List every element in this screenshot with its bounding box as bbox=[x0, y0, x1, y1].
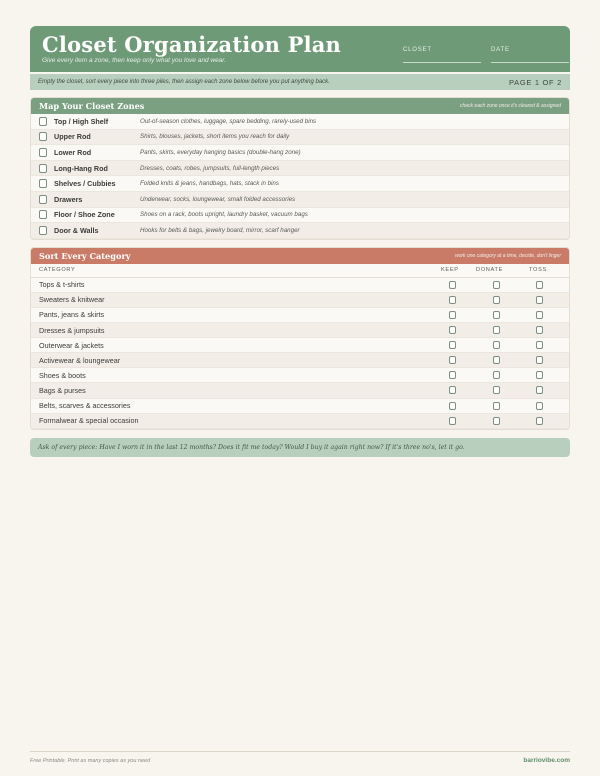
toss-checkbox[interactable] bbox=[536, 326, 543, 334]
sort-row bbox=[31, 308, 569, 323]
zones-header bbox=[31, 98, 569, 114]
closet-field[interactable]: CLOSET bbox=[403, 47, 481, 63]
instructions-bar bbox=[30, 74, 570, 90]
category-label: Shoes & boots bbox=[39, 370, 86, 380]
zone-name: Long-Hang Rod bbox=[54, 163, 108, 173]
zone-row bbox=[31, 208, 569, 224]
zone-name: Floor / Shoe Zone bbox=[54, 210, 115, 220]
keep-checkbox[interactable] bbox=[449, 296, 456, 304]
toss-checkbox[interactable] bbox=[536, 417, 543, 425]
sort-row bbox=[31, 323, 569, 338]
toss-checkbox[interactable] bbox=[536, 296, 543, 304]
date-field[interactable]: DATE bbox=[491, 47, 569, 63]
donate-checkbox[interactable] bbox=[493, 356, 500, 364]
donate-checkbox[interactable] bbox=[493, 281, 500, 289]
sort-section bbox=[30, 247, 570, 430]
toss-checkbox[interactable] bbox=[536, 281, 543, 289]
category-label: Outerwear & jackets bbox=[39, 340, 104, 350]
donate-checkbox[interactable] bbox=[493, 371, 500, 379]
keep-checkbox[interactable] bbox=[449, 417, 456, 425]
sort-row bbox=[31, 399, 569, 414]
zone-row bbox=[31, 223, 569, 239]
zone-checkbox[interactable] bbox=[39, 132, 47, 141]
keep-checkbox[interactable] bbox=[449, 281, 456, 289]
sort-row bbox=[31, 383, 569, 398]
category-label: Activewear & loungewear bbox=[39, 355, 121, 365]
zone-checkbox[interactable] bbox=[39, 148, 47, 157]
footer-website[interactable]: barriovibe.com bbox=[523, 757, 570, 764]
quote-bar bbox=[30, 438, 570, 457]
toss-checkbox[interactable] bbox=[536, 402, 543, 410]
zone-description: Pants, skirts, everyday hanging basics (double-hang zone) bbox=[140, 148, 301, 156]
sort-list bbox=[31, 278, 569, 429]
zone-checkbox[interactable] bbox=[39, 210, 47, 219]
donate-checkbox[interactable] bbox=[493, 402, 500, 410]
zone-description: Underwear, socks, loungewear, small folded accessories bbox=[140, 195, 296, 203]
zone-row bbox=[31, 176, 569, 192]
sort-row bbox=[31, 353, 569, 368]
footer-note: Free Printable. Print as many copies as you need bbox=[30, 758, 151, 764]
sort-row bbox=[31, 338, 569, 353]
header-banner bbox=[30, 26, 570, 72]
sort-row bbox=[31, 278, 569, 293]
donate-checkbox[interactable] bbox=[493, 417, 500, 425]
toss-checkbox[interactable] bbox=[536, 341, 543, 349]
zone-description: Hooks for belts & bags, jewelry board, mirror, scarf hanger bbox=[140, 226, 300, 234]
donate-checkbox[interactable] bbox=[493, 296, 500, 304]
column-toss: TOSS bbox=[529, 267, 547, 274]
quote-text: Ask of every piece: Have I worn it in the last 12 months? Does it fit me today? Would I buy it again right now? If it's three no's, let it go. bbox=[38, 443, 465, 451]
zone-name: Shelves / Cubbies bbox=[54, 179, 116, 189]
category-label: Sweaters & knitwear bbox=[39, 295, 105, 305]
category-label: Tops & t-shirts bbox=[39, 280, 85, 290]
footer-divider bbox=[30, 751, 570, 752]
page-subtitle: Give every item a zone, then keep only what you love and wear. bbox=[42, 57, 227, 64]
zones-section bbox=[30, 97, 570, 240]
zone-checkbox[interactable] bbox=[39, 226, 47, 235]
sort-header bbox=[31, 248, 569, 264]
zone-checkbox[interactable] bbox=[39, 195, 47, 204]
page-title: Closet Organization Plan bbox=[42, 32, 342, 57]
zone-checkbox[interactable] bbox=[39, 117, 47, 126]
sort-title: Sort Every Category bbox=[39, 250, 131, 261]
keep-checkbox[interactable] bbox=[449, 402, 456, 410]
category-label: Formalwear & special occasion bbox=[39, 416, 139, 426]
sort-row bbox=[31, 368, 569, 383]
sort-row bbox=[31, 414, 569, 429]
toss-checkbox[interactable] bbox=[536, 356, 543, 364]
instructions-text: Empty the closet, sort every piece into three piles, then assign each zone below before you put anything back. bbox=[38, 79, 330, 85]
category-label: Dresses & jumpsuits bbox=[39, 325, 105, 335]
category-label: Belts, scarves & accessories bbox=[39, 401, 131, 411]
keep-checkbox[interactable] bbox=[449, 386, 456, 394]
keep-checkbox[interactable] bbox=[449, 356, 456, 364]
keep-checkbox[interactable] bbox=[449, 311, 456, 319]
sort-note: work one category at a time, decide, don't linger bbox=[454, 252, 561, 259]
sort-column-headers bbox=[31, 264, 569, 278]
category-label: Bags & purses bbox=[39, 385, 86, 395]
zone-name: Door & Walls bbox=[54, 225, 99, 235]
toss-checkbox[interactable] bbox=[536, 311, 543, 319]
toss-checkbox[interactable] bbox=[536, 386, 543, 394]
zone-checkbox[interactable] bbox=[39, 164, 47, 173]
zone-name: Drawers bbox=[54, 194, 83, 204]
zone-row bbox=[31, 161, 569, 177]
sort-row bbox=[31, 293, 569, 308]
keep-checkbox[interactable] bbox=[449, 371, 456, 379]
zone-row bbox=[31, 145, 569, 161]
zone-checkbox[interactable] bbox=[39, 179, 47, 188]
page-indicator: PAGE 1 OF 2 bbox=[509, 77, 562, 87]
zone-description: Dresses, coats, robes, jumpsuits, full-length pieces bbox=[140, 164, 280, 172]
zone-row bbox=[31, 130, 569, 146]
zone-description: Out-of-season clothes, luggage, spare bedding, rarely-used bins bbox=[140, 117, 317, 125]
donate-checkbox[interactable] bbox=[493, 386, 500, 394]
donate-checkbox[interactable] bbox=[493, 326, 500, 334]
donate-checkbox[interactable] bbox=[493, 341, 500, 349]
keep-checkbox[interactable] bbox=[449, 341, 456, 349]
category-label: Pants, jeans & skirts bbox=[39, 310, 105, 320]
zone-row bbox=[31, 192, 569, 208]
keep-checkbox[interactable] bbox=[449, 326, 456, 334]
column-keep: KEEP bbox=[441, 267, 459, 274]
column-category: CATEGORY bbox=[39, 267, 76, 274]
zone-name: Lower Rod bbox=[54, 147, 92, 157]
zones-title: Map Your Closet Zones bbox=[39, 101, 145, 111]
zone-name: Top / High Shelf bbox=[54, 116, 109, 126]
zone-description: Folded knits & jeans, handbags, hats, stack in bins bbox=[140, 180, 279, 188]
zones-list bbox=[31, 114, 569, 239]
zones-note: check each zone once it's cleared & assigned bbox=[459, 103, 561, 109]
zone-description: Shirts, blouses, jackets, short items you reach for daily bbox=[140, 133, 290, 141]
zone-description: Shoes on a rack, boots upright, laundry basket, vacuum bags bbox=[140, 211, 308, 219]
zone-name: Upper Rod bbox=[54, 132, 91, 142]
zone-row bbox=[31, 114, 569, 130]
column-donate: DONATE bbox=[476, 267, 504, 274]
planner-page bbox=[30, 26, 570, 457]
toss-checkbox[interactable] bbox=[536, 371, 543, 379]
donate-checkbox[interactable] bbox=[493, 311, 500, 319]
